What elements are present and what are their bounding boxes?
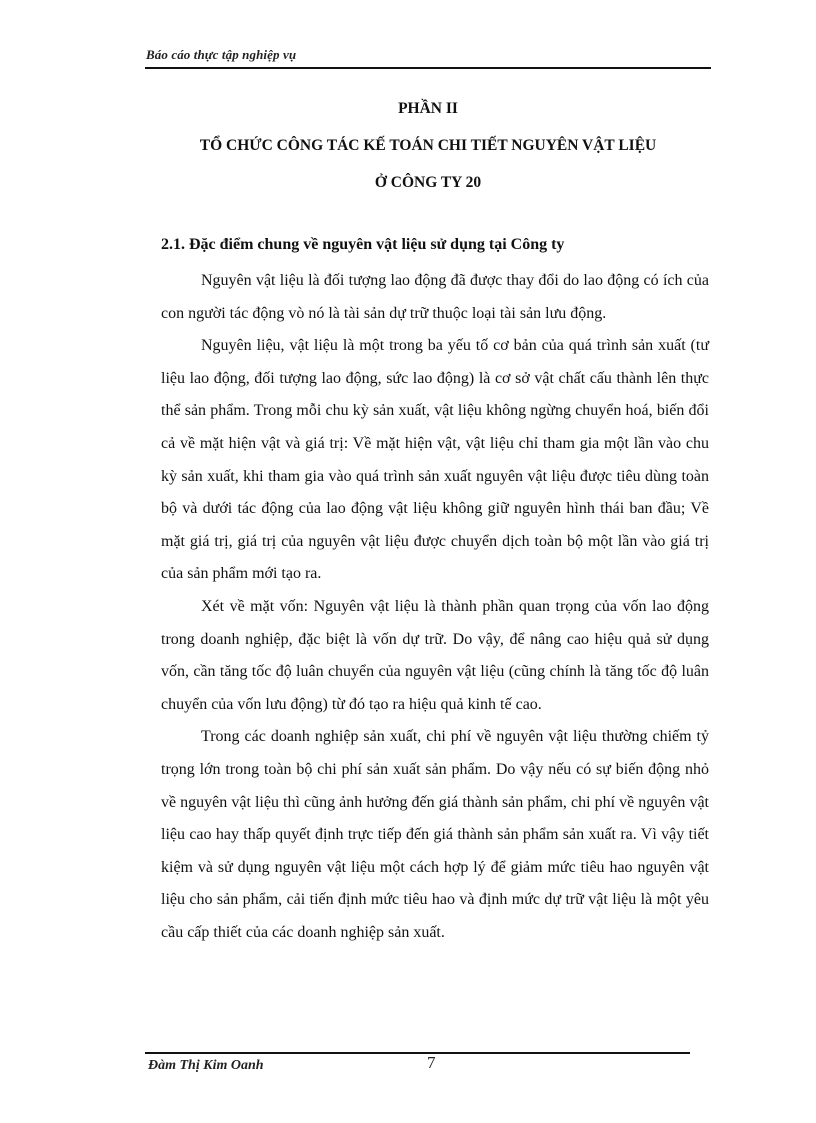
header-divider [145, 67, 711, 69]
part-heading: PHẦN II [398, 100, 458, 117]
section-heading: 2.1. Đặc điểm chung về nguyên vật liệu sử dụng tại Công ty [161, 236, 565, 253]
footer-divider [145, 1052, 690, 1054]
paragraph: Trong các doanh nghiệp sản xuất, chi phí về nguyên vật liệu thường chiếm tỷ trọng lớn trong toàn bộ chi phí sản xuất sản phẩm. Do vậy nếu có sự biến động nhỏ về nguyên vật liệu thì cũng ảnh hưởng đến giá thành sản phẩm, chi phí về nguyên vật liệu cao hay thấp quyết định trực tiếp đến giá thành sản phẩm sản xuất ra. Vì vậy tiết kiệm và sử dụng nguyên vật liệu một cách hợp lý để giảm mức tiêu hao nguyên vật liệu cho sản phẩm, cải tiến định mức tiêu hao và định mức dự trữ vật liệu là một yêu cầu cấp thiết của các doanh nghiệp sản xuất. [161, 728, 709, 941]
chapter-subtitle: Ở CÔNG TY 20 [374, 174, 482, 191]
paragraph: Nguyên vật liệu là đối tượng lao động đã được thay đổi do lao động có ích của con người tác động vò nó là tài sản dự trữ thuộc loại tài sản lưu động. [161, 272, 709, 322]
chapter-title: TỔ CHỨC CÔNG TÁC KẾ TOÁN CHI TIẾT NGUYÊN VẬT LIỆU [199, 137, 657, 154]
paragraph: Nguyên liệu, vật liệu là một trong ba yếu tố cơ bản của quá trình sản xuất (tư liệu lao động, đối tượng lao động, sức lao động) là cơ sở vật chất cấu thành lên thực thể sản phẩm. Trong mỗi chu kỳ sản xuất, vật liệu không ngừng chuyển hoá, biến đổi cả về mặt hiện vật và giá trị: Về mặt hiện vật, vật liệu chỉ tham gia một lần vào chu kỳ sản xuất, khi tham gia vào quá trình sản xuất nguyên vật liệu được tiêu dùng toàn bộ và dưới tác động của lao động vật liệu không giữ nguyên hình thái ban đầu; Về mặt giá trị, giá trị của nguyên vật liệu được chuyển dịch toàn bộ một lần vào giá trị của sản phẩm mới tạo ra. [161, 337, 709, 583]
footer-author: Đàm Thị Kim Oanh [148, 1058, 264, 1073]
paragraph: Xét về mặt vốn: Nguyên vật liệu là thành phần quan trọng của vốn lao động trong doanh nghiệp, đặc biệt là vốn dự trữ. Do vậy, để nâng cao hiệu quả sử dụng vốn, cần tăng tốc độ luân chuyển của nguyên vật liệu (cũng chính là tăng tốc độ luân chuyển của vốn lưu động) từ đó tạo ra hiệu quả kinh tế cao. [161, 597, 709, 713]
running-header: Báo cáo thực tập nghiệp vụ [146, 47, 297, 62]
page-number: 7 [427, 1053, 436, 1072]
section-body [161, 265, 709, 949]
